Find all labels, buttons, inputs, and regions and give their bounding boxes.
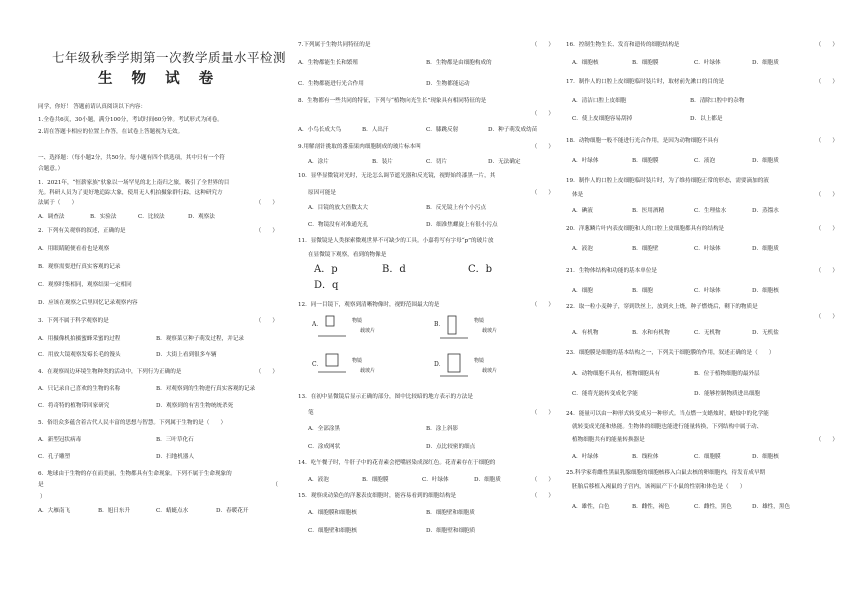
question-text: A．细胞 xyxy=(572,288,593,294)
question-text: 3．下列不属于科学观察的是 xyxy=(38,318,109,324)
question-text: A．细胞核 xyxy=(572,60,599,66)
question-text: B．细胞膜 xyxy=(632,158,659,164)
question-text: D．无机盐 xyxy=(752,330,779,336)
question-text: A．清洁口腔上皮细胞 xyxy=(572,98,627,104)
question-text: 8．生物都有一些共同的特征，下列与“植物向光生长”现象具有相同特征的是 xyxy=(298,98,487,104)
question-text: B．实验法 xyxy=(90,214,117,220)
answer-bracket: （ ） xyxy=(531,493,554,499)
question-text: A．叶绿体 xyxy=(572,158,599,164)
question-text: 13．在初中显微镜后显示正确的部分，图中比较暗的地方表示的方法是 xyxy=(298,394,473,400)
question-text: C．用放大镜观察发霉长毛的馒头 xyxy=(38,352,121,358)
question-text: D．点比较密的细点 xyxy=(426,444,476,450)
question-text: 15．观察成动染色的洋葱表皮细胞时，能容易看到的细胞结构是 xyxy=(298,493,457,499)
question-text: 6．地球由于生物的存在而美丽，生物都具有生命现象。下列不属于生命现象的 xyxy=(38,471,232,477)
question-text: C．将奇特的植物带回家研究 xyxy=(38,403,110,409)
question-text: 16．控制生物生长、发育和遗传的细胞结构是 xyxy=(566,42,680,48)
question-text: B．生物都是由细胞构成的 xyxy=(426,60,492,66)
question-text: 2．下列有关观察的叙述，正确的是 xyxy=(38,228,126,234)
answer-bracket: （ ） xyxy=(531,190,554,196)
question-text: A．目镜的放大倍数太大 xyxy=(308,205,368,211)
fig-slide-label: 载玻片 xyxy=(360,368,376,374)
question-text: D．雄性，黑色 xyxy=(752,504,791,510)
question-text: B．观察菜豆种子萌发过程，并记录 xyxy=(156,336,245,342)
question-text: C．雌性，黑色 xyxy=(694,504,732,510)
question-text: D．生物都能运动 xyxy=(426,81,470,87)
question-text: 24．能量可以由一种形式转变成另一种形式。当点燃一支蜡烛时，蜡烛中的化学能 xyxy=(566,411,769,417)
question-text: 1．2021年，“恒薪家族”驮象以一场罕见的北上南归之旅，吸引了全世界的目 xyxy=(38,180,230,186)
answer-bracket: （ xyxy=(272,482,278,488)
question-text: D．细准焦螺旋上有很小污点 xyxy=(426,222,498,228)
question-text: 10．显华显微镜对光时，无论怎么调节遮光器和反光镜，视野始终漆黑一片，其 xyxy=(298,173,496,179)
answer-bracket: （ ） xyxy=(531,42,554,48)
fig-slide-label: 载玻片 xyxy=(482,328,498,334)
question-text: C．涂成网状 xyxy=(308,444,341,450)
question-text: C．叶绿体 xyxy=(422,477,449,483)
fig-obj-label: 物镜 xyxy=(352,318,363,324)
question-text: A．全部涂黑 xyxy=(308,426,341,432)
question-text: C．液泡 xyxy=(694,158,716,164)
question-text: 5．俗语众多蕴含着古代人民丰富的思想与智慧。下列属于生物的是（ ） xyxy=(38,420,227,426)
question-text: D．应该在观察之后里回忆记录观察内容 xyxy=(38,300,138,306)
question-text: 法属于（ ） xyxy=(38,200,78,206)
question-text: B．医用酒精 xyxy=(632,208,665,214)
question-text: 12．同一目镜下，观察到清晰物像时，视野范围最大的是 xyxy=(298,302,440,308)
question-text: B．清除口腔中的杂物 xyxy=(690,98,745,104)
fig-obj-label: 物镜 xyxy=(474,358,485,364)
answer-bracket: （ ） xyxy=(255,369,278,375)
question-text: C．无机物 xyxy=(694,330,721,336)
intro-rule-2: 2.请在答题卡相应的位置上作答，在试卷上答题视为无效。 xyxy=(38,129,184,135)
question-text: A．雄性，白色 xyxy=(572,504,610,510)
question-text: 23．细胞膜是细胞的基本结构之一，下列关于细胞膜的作用，叙述正确的是（ ） xyxy=(566,350,775,356)
question-text: C．观察时集相同，观察结果一定相同 xyxy=(38,282,132,288)
question-text: ） xyxy=(40,494,46,500)
question-text: 17．制作人的口腔上皮细胞临时装片时，取材前先漱口的目的是 xyxy=(566,79,725,85)
question-text: A．新型冠状病毒 xyxy=(38,437,82,443)
question-text: A．细胞膜和细胞核 xyxy=(308,510,357,516)
fig-label-a: A． xyxy=(312,321,323,328)
q11-option-b: B．d xyxy=(382,264,406,275)
intro-rule-1: 1.全卷共6页，30小题，满分100分，考试时间60分钟。考试形式为闭卷。 xyxy=(38,117,223,123)
question-text: B．线粒体 xyxy=(632,454,659,460)
question-text: A．有机物 xyxy=(572,330,599,336)
question-text: C．比较法 xyxy=(138,214,165,220)
question-text: 是 xyxy=(38,482,44,488)
answer-bracket: （ ） xyxy=(815,192,838,198)
question-text: D．细胞核 xyxy=(752,288,779,294)
question-text: C．生物都能进行光合作用 xyxy=(298,81,364,87)
question-text: D．春暖花开 xyxy=(216,508,249,514)
question-text: D．无法确定 xyxy=(488,159,521,165)
question-text: A．生物都能生长和繁殖 xyxy=(298,60,358,66)
question-text: D．能够控制物质进出细胞 xyxy=(694,391,761,397)
question-text: 光。科研人员为了更好地追踪大象，使用无人机拍摄象群行踪，这种研究方 xyxy=(38,190,223,196)
question-text: A．用摄像机拍摄蜜蜂采蜜的过程 xyxy=(38,336,121,342)
answer-bracket: （ ） xyxy=(255,318,278,324)
question-text: A．小鸟长成大鸟 xyxy=(298,127,342,133)
answer-bracket: （ ） xyxy=(531,477,554,483)
question-text: D．细胞核 xyxy=(752,454,779,460)
q12-objective-figure xyxy=(312,314,532,386)
question-text: D．细胞质 xyxy=(752,60,779,66)
answer-bracket: （ ） xyxy=(815,138,838,144)
question-text: C．膝跳反射 xyxy=(426,127,459,133)
question-text: D．扫地机器人 xyxy=(156,454,195,460)
question-text: D．种子萌发成幼苗 xyxy=(488,127,538,133)
question-text: B．涂上斜影 xyxy=(426,426,459,432)
question-text: 9.用解剖针挑取的番茄果肉细胞制成的玻片标本叫 xyxy=(298,144,421,150)
question-text: A．大雁南飞 xyxy=(38,508,71,514)
question-text: 11．显微镜是人类探索微观世界不可缺少的工具。小嘉将写有字母“p”的玻片放 xyxy=(298,238,494,244)
question-text: C．切片 xyxy=(426,159,448,165)
fig-label-b: B． xyxy=(434,321,445,328)
question-text: D．观察法 xyxy=(188,214,215,220)
question-text: A．调查法 xyxy=(38,214,65,220)
question-text: B．细胞 xyxy=(632,288,653,294)
question-text: B．对观察到的生物进行真实客观的记录 xyxy=(156,386,256,392)
answer-bracket: （ ） xyxy=(531,302,554,308)
question-text: A．动物细胞不具有，植物细胞具有 xyxy=(572,371,660,377)
question-text: 20．洋葱鳞片叶内表皮细胞和人的口腔上皮细胞都具有的结构是 xyxy=(566,226,725,232)
q11-option-d: D．q xyxy=(314,280,339,291)
exam-subject: 生 物 试 卷 xyxy=(98,70,221,87)
answer-bracket: （ ） xyxy=(815,437,838,443)
question-text: D．以上都是 xyxy=(690,116,723,122)
question-text: C．能将光能转变成化学能 xyxy=(572,391,638,397)
answer-bracket: （ ） xyxy=(531,410,554,416)
answer-bracket: （ ） xyxy=(815,314,838,320)
question-text: A．涂片 xyxy=(308,159,329,165)
question-text: 4．在观察周边环境生物种类的活动中，下列行为正确的是 xyxy=(38,369,182,375)
question-text: 胚胎后移植入褐鼠的子宫内，该褐鼠产下小鼠的性别和体色是（ ） xyxy=(572,484,746,490)
question-text: B．观察需要进行真实客观的记录 xyxy=(38,264,121,270)
question-text: B．雌性，褐色 xyxy=(632,504,670,510)
question-text: C．孔子雕塑 xyxy=(38,454,71,460)
q11-option-a: A．p xyxy=(314,264,338,275)
fig-obj-label: 物镜 xyxy=(474,318,485,324)
question-text: 就转变成光能和热能。生物体的细胞也能进行能量转换，下列结构中属于动、 xyxy=(572,424,763,430)
question-text: D．蒸馏水 xyxy=(752,208,779,214)
answer-bracket: （ ） xyxy=(255,228,278,234)
question-text: 体是 xyxy=(572,192,584,198)
question-text: A．液泡 xyxy=(308,477,329,483)
question-text: C．蜻蜓点水 xyxy=(156,508,189,514)
question-text: D．细胞壁和细胞质 xyxy=(426,528,476,534)
answer-bracket: （ ） xyxy=(815,42,838,48)
question-text: B．人出汗 xyxy=(362,127,389,133)
answer-bracket: （ ） xyxy=(531,111,554,117)
question-text: D．细胞质 xyxy=(752,158,779,164)
question-text: 22．取一粒小麦种子，穿到铁丝上，放到火上烧，种子燃烧后，剩下的物质是 xyxy=(566,304,758,310)
question-text: 14．吃午餐子时，牛肝子中的花青素会把嘴唇染成深红色。花青素存在于细胞的 xyxy=(298,460,496,466)
question-text: C．叶绿体 xyxy=(694,60,721,66)
answer-bracket: （ ） xyxy=(815,79,838,85)
question-text: A．液泡 xyxy=(572,246,593,252)
question-text: A．叶绿体 xyxy=(572,454,599,460)
question-text: 植物细胞共有的能量转换器是 xyxy=(572,437,645,443)
answer-bracket: （ ） xyxy=(815,226,838,232)
question-text: 原因可能是 xyxy=(308,190,336,196)
question-text: C．物镜没有对准通光孔 xyxy=(308,222,369,228)
question-text: 7.下列属于生物共同特征的是 xyxy=(298,42,371,48)
answer-bracket: （ ） xyxy=(815,268,838,274)
fig-label-c: C． xyxy=(312,361,323,368)
fig-label-d: D． xyxy=(434,361,445,368)
question-text: C．细胞壁和细胞核 xyxy=(308,528,358,534)
question-text: A．只记录自己喜欢的生物的名称 xyxy=(38,386,121,392)
question-text: C．叶绿体 xyxy=(694,288,721,294)
answer-bracket: （ ） xyxy=(255,200,278,206)
question-text: A．碘液 xyxy=(572,208,593,214)
question-text: A．用眼睛随便看看也是观察 xyxy=(38,246,110,252)
question-text: B．细胞壁 xyxy=(632,246,659,252)
question-text: 在显微镜下观察，看到的物像是 xyxy=(308,252,387,258)
fig-obj-label: 物镜 xyxy=(352,358,363,364)
question-text: D．观察到的有害生物统统杀死 xyxy=(156,403,234,409)
column-3 xyxy=(566,0,838,608)
question-text: B．水和有机物 xyxy=(632,330,670,336)
question-text: C．细胞膜 xyxy=(694,454,721,460)
question-text: B．细胞膜 xyxy=(632,60,659,66)
question-text: B．装片 xyxy=(372,159,393,165)
column-1 xyxy=(38,0,287,608)
column-2 xyxy=(298,0,554,608)
question-text: 笔 xyxy=(308,410,314,416)
fig-slide-label: 载玻片 xyxy=(360,328,376,334)
question-text: B．反光镜上有个小污点 xyxy=(426,205,487,211)
question-text: 18．动物细胞一般不能进行光合作用，是因为动物细胞不具有 xyxy=(566,138,719,144)
question-text: C．生理盐水 xyxy=(694,208,727,214)
intro-greeting: 同学，你好！ 答题前请认真阅读以下内容： xyxy=(38,104,147,110)
question-text: D．大街上看到很多车辆 xyxy=(156,352,217,358)
question-text: 21．生物体结构和功能的基本单位是 xyxy=(566,268,658,274)
question-text: B．三叶草化石 xyxy=(156,437,194,443)
question-text: C．叶绿体 xyxy=(694,246,721,252)
exam-title: 七年级秋季学期第一次教学质量水平检测 xyxy=(52,50,287,65)
question-text: C．使上皮细胞容易刮掉 xyxy=(572,116,633,122)
question-text: 25.科学家将雌性黑鼠乳腺细胞的细胞核移入白鼠去核的卵细胞内，待发育成早期 xyxy=(566,470,766,476)
question-text: D．细胞质 xyxy=(474,477,501,483)
question-text: 19．制作人的口腔上皮细胞临时装片时，为了维持细胞正常的形态，需要滴加的液 xyxy=(566,178,769,184)
question-text: B．细胞壁和细胞质 xyxy=(426,510,475,516)
question-text: D．细胞质 xyxy=(752,246,779,252)
fig-slide-label: 载玻片 xyxy=(482,368,498,374)
q11-option-c: C．b xyxy=(468,264,493,275)
question-text: B．细胞膜 xyxy=(362,477,389,483)
section-heading-cont: 合题意。） xyxy=(38,166,64,172)
section-heading: 一、选择题：（每小题2分，共50分。每小题有四个供选项，其中只有一个符 xyxy=(38,155,225,161)
question-text: B．位于植物细胞的最外层 xyxy=(694,371,760,377)
answer-bracket: （ ） xyxy=(531,144,554,150)
question-text: B．旭日东升 xyxy=(98,508,131,514)
